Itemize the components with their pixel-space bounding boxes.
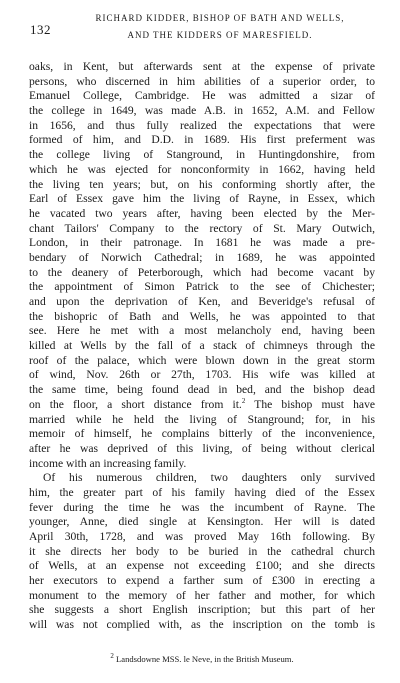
text-line: the same time, being found dead in bed, and the bishop dead	[29, 383, 375, 397]
text-line: killed at Wells by the fall of a stack of chimneys through the	[29, 339, 375, 353]
footnote-text: Landsdowne MSS. le Neve, in the British Museum.	[113, 654, 294, 664]
footnote-reference: 2	[241, 396, 246, 405]
text-line: her executors to expend a farther sum of £300 in erecting a	[29, 574, 375, 588]
footnote	[29, 653, 375, 665]
text-line: the appointment of Simon Patrick to the see of Chichester;	[29, 280, 375, 294]
text-line: memoir of himself, he complains bitterly of the inconvenience,	[29, 427, 375, 441]
text-line: the college living of Stanground, in Huntingdonshire, from	[29, 148, 375, 162]
text-line: of wind, Nov. 26th or 27th, 1703. His wife was killed at	[29, 368, 375, 382]
running-head-line-2: AND THE KIDDERS OF MARESFIELD.	[127, 30, 313, 40]
text-line: the bishopric of Bath and Wells, he was appointed to that	[29, 309, 375, 323]
text-line: to the deanery of Peterborough, which had become vacant by	[29, 265, 375, 279]
text-line: bendary of Norwich Cathedral; in 1689, he was appointed	[29, 250, 375, 264]
text-line: it she directs her body to be buried in the cathedral church	[29, 544, 375, 558]
text-line: Emanuel College, Cambridge. He was admitted a sizar of	[29, 89, 375, 103]
text-line: he vacated two years after, having been elected by the Mer-	[29, 206, 375, 220]
text-line: persons, who discerned in him abilities of a superior order, to	[29, 74, 375, 88]
text-line: the living ten years; but, on his conforming shortly after, the	[29, 177, 375, 191]
text-line: younger, Anne, died single at Kensington. Her will is dated	[29, 515, 375, 529]
text-line: formed of him, and D.D. in 1689. His first preferment was	[29, 133, 375, 147]
text-line: in 1656, and thus fully realized the expectations that were	[29, 118, 375, 132]
text-line: and upon the deprivation of Ken, and Beveridge's refusal of	[29, 295, 375, 308]
page-number: 132	[30, 22, 51, 37]
text-line: London, in their patronage. In 1681 he was made a pre-	[29, 236, 375, 250]
body-text	[29, 60, 375, 633]
text-line: chant Tailors' Company to the rectory of St. Mary Outwich,	[29, 221, 375, 235]
text-line: of Wells, at an expense not exceeding £100; and she directs	[29, 559, 375, 573]
text-line: monument to the memory of her father and mother, for which	[29, 588, 375, 602]
text-line: the college in 1649, was made A.B. in 1652, A.M. and Fellow	[29, 104, 375, 118]
text-line: after he was deprived of this living, of being without clerical	[29, 441, 375, 455]
text-line: income with an increasing family.	[29, 456, 187, 470]
text-line: oaks, in Kent, but afterwards sent at the expense of private	[29, 60, 375, 73]
text-line: him, the greater part of his family having died of the Essex	[29, 485, 375, 499]
running-head	[60, 10, 380, 44]
text-line: will was not complied with, as the inscription on the tomb is	[29, 618, 375, 632]
text-line: she suggests a short English inscription; but this part of her	[29, 603, 375, 617]
text-line: married while he held the living of Stanground; for, in his	[29, 412, 375, 426]
text-line: Of his numerous children, two daughters only survived	[43, 471, 375, 485]
text-line: see. Here he met with a most melancholy end, having been	[29, 324, 375, 338]
text-line-with-footnote	[29, 398, 375, 413]
text-line: April 30th, 1728, and was proved May 16th following. By	[29, 530, 375, 543]
running-head-line-1: RICHARD KIDDER, BISHOP OF BATH AND WELLS,	[95, 13, 345, 23]
text-line: Earl of Essex gave him the living of Rayne, in Essex, which	[29, 192, 375, 206]
line-head: on the floor, a short distance from it.	[29, 397, 242, 411]
line-tail: The bishop must have	[245, 397, 376, 411]
text-line: which he was ejected for nonconformity in 1662, having held	[29, 162, 375, 176]
text-line: fever during the time he was the incumbent of Rayne. The	[29, 500, 375, 514]
text-line: roof of the palace, which were blown down in the great storm	[29, 353, 375, 367]
footnote-marker: 2	[110, 652, 114, 661]
